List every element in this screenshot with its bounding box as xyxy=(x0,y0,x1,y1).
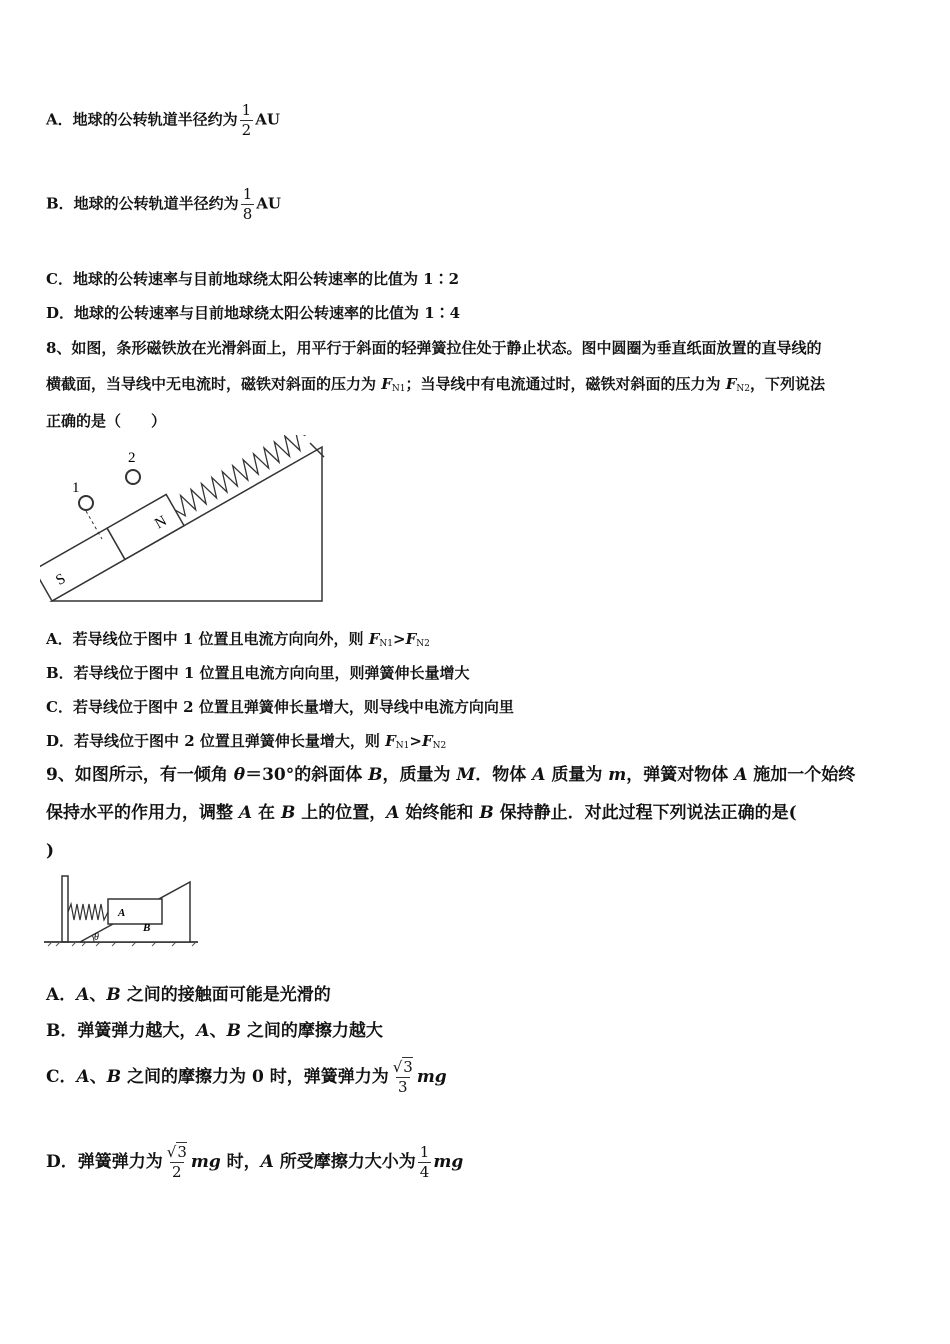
q8-stem-line3: 正确的是（ ） xyxy=(46,412,167,430)
q8-magnet-incline-figure xyxy=(40,435,335,607)
q9-stem-line3: ) xyxy=(46,841,55,861)
q9-stem-line1: 9、如图所示，有一倾角 θ＝30°的斜面体 B，质量为 M．物体 A 质量为 m，弹簧对物体 A 施加一个始终 xyxy=(46,765,856,785)
spring xyxy=(170,435,310,519)
fraction-1-over-4: $\frac{1}{4}$ xyxy=(419,1143,430,1181)
fraction-sqrt3-over-2: $\frac{√3}{2}$ xyxy=(166,1143,187,1181)
q8-option-a: A．若导线位于图中 1 位置且电流方向向外，则 $F_{N1}>F_{N2}$ xyxy=(46,630,430,649)
q9-option-d: D．弹簧弹力为 $\frac{√3}{2}$ mg 时，A 所受摩擦力大小为 $\frac{1}{4}$ mg xyxy=(46,1143,464,1181)
q9-option-c: C．A、B 之间的摩擦力为 0 时，弹簧弹力为 $\frac{√3}{3}$ mg xyxy=(46,1058,447,1096)
label-n: N xyxy=(152,513,170,533)
q7-option-a: A．地球的公转轨道半径约为 $\frac{1}{2}$ AU xyxy=(46,101,280,139)
label-s: S xyxy=(53,570,69,589)
q8-stem-line2: 横截面，当导线中无电流时，磁铁对斜面的压力为 $F_{N1}$；当导线中有电流通过时，磁铁对斜面的压力为 $F_{N2}$，下列说法 xyxy=(46,375,826,394)
wire-position-1 xyxy=(79,496,93,510)
q9-option-a: A．A、B 之间的接触面可能是光滑的 xyxy=(46,985,331,1005)
fraction: $\frac{1}{2}$ xyxy=(241,101,252,139)
label-2: 2 xyxy=(128,450,136,466)
magnet-s-half xyxy=(40,528,125,601)
label-theta: θ xyxy=(94,932,99,943)
label-1: 1 xyxy=(72,480,80,496)
wire-position-2 xyxy=(126,470,140,484)
magnet-n-half xyxy=(107,494,184,559)
spring xyxy=(68,904,108,920)
q9-stem-line2: 保持水平的作用力，调整 A 在 B 上的位置，A 始终能和 B 保持静止．对此过程下列说法正确的是( xyxy=(46,803,797,823)
q8-option-d: D．若导线位于图中 2 位置且弹簧伸长量增大，则 $F_{N1}>F_{N2}$ xyxy=(46,732,447,751)
q8-stem-line1: 8、如图，条形磁铁放在光滑斜面上，用平行于斜面的轻弹簧拉住处于静止状态。图中圆圈为垂直纸面放置的直导线的 xyxy=(46,339,822,357)
fraction: $\frac{1}{8}$ xyxy=(242,185,253,223)
q8-option-b: B．若导线位于图中 1 位置且电流方向向里，则弹簧伸长量增大 xyxy=(46,664,470,682)
block-a xyxy=(108,899,162,924)
q7-option-b: B．地球的公转轨道半径约为 $\frac{1}{8}$ AU xyxy=(46,185,281,223)
q8-option-c: C．若导线位于图中 2 位置且弹簧伸长量增大，则导线中电流方向向里 xyxy=(46,698,514,716)
q7-option-c: C．地球的公转速率与目前地球绕太阳公转速率的比值为 1∶2 xyxy=(46,270,460,288)
wall xyxy=(62,876,68,942)
fraction-sqrt3-over-3: $\frac{√3}{3}$ xyxy=(392,1058,413,1096)
label-a: A xyxy=(118,907,126,919)
label-b: B xyxy=(143,922,151,934)
q9-incline-spring-figure xyxy=(42,872,202,950)
q9-option-b: B．弹簧弹力越大，A、B 之间的摩擦力越大 xyxy=(46,1021,383,1041)
magnet xyxy=(40,435,314,601)
q7-option-d: D．地球的公转速率与目前地球绕太阳公转速率的比值为 1∶4 xyxy=(46,304,461,322)
